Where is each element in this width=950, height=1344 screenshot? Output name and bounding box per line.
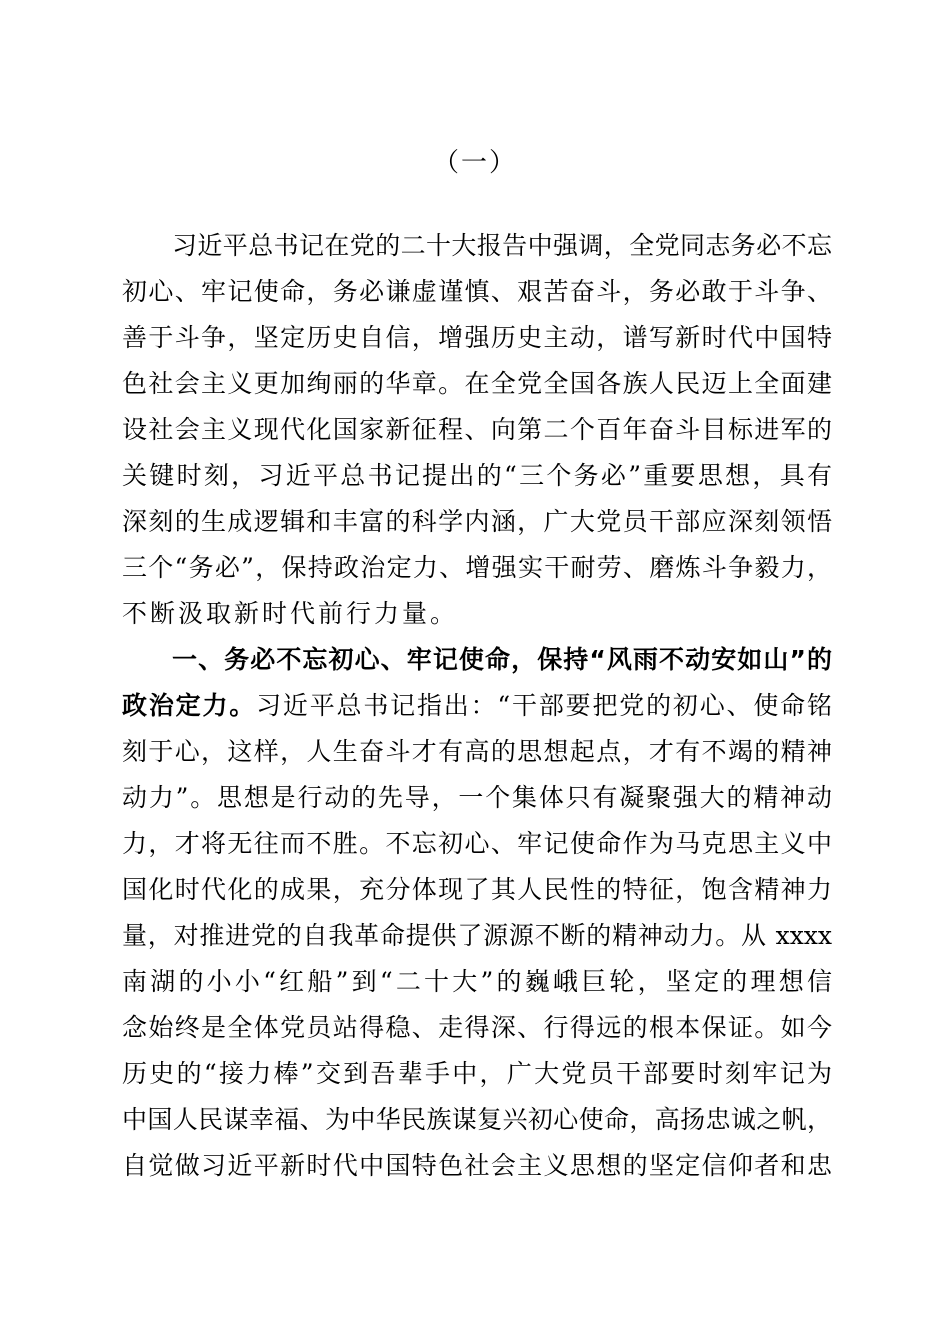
paragraph-line: 善于斗争，坚定历史自信，增强历史主动，谱写新时代中国特 <box>122 323 832 352</box>
paragraph-line: 不断汲取新时代前行力量。 <box>122 599 459 628</box>
paragraph-line <box>122 683 832 729</box>
paragraph-line: 南湖的小小“红船”到“二十大”的巍峨巨轮，坚定的理想信 <box>122 967 832 996</box>
paragraph-line: 历史的“接力棒”交到吾辈手中，广大党员干部要时刻牢记为 <box>122 1059 832 1088</box>
bold-subheading-text: 政治定力。 <box>122 691 257 720</box>
paragraph-line: 力，才将无往而不胜。不忘初心、牢记使命作为马克思主义中 <box>122 829 832 858</box>
paragraph-line: 三个“务必”，保持政治定力、增强实干耐劳、磨炼斗争毅力， <box>122 553 832 582</box>
paragraph-line: 刻于心，这样，人生奋斗才有高的思想起点，才有不竭的精神 <box>122 737 832 766</box>
paragraph-line: 深刻的生成逻辑和丰富的科学内涵，广大党员干部应深刻领悟 <box>122 507 832 536</box>
paragraph-text: 习近平总书记指出：“干部要把党的初心、使命铭 <box>256 691 832 720</box>
paragraph-line: 念始终是全体党员站得稳、走得深、行得远的根本保证。如今 <box>122 1013 832 1042</box>
paragraph-line: 国化时代化的成果，充分体现了其人民性的特征，饱含精神力 <box>122 875 832 904</box>
paragraph-line: 自觉做习近平新时代中国特色社会主义思想的坚定信仰者和忠 <box>122 1151 832 1180</box>
paragraph-line: 量，对推进党的自我革命提供了源源不断的精神动力。从 xxxx <box>122 921 832 950</box>
paragraph-line: 动力”。思想是行动的先导，一个集体只有凝聚强大的精神动 <box>122 783 832 812</box>
paragraph-line: 色社会主义更加绚丽的华章。在全党全国各族人民迈上全面建 <box>122 369 832 398</box>
section-heading: （一） <box>432 148 517 178</box>
paragraph-line: 习近平总书记在党的二十大报告中强调，全党同志务必不忘 <box>172 231 832 260</box>
paragraph-line: 设社会主义现代化国家新征程、向第二个百年奋斗目标进军的 <box>122 415 832 444</box>
paragraph-line: 中国人民谋幸福、为中华民族谋复兴初心使命，高扬忠诚之帆， <box>122 1105 832 1134</box>
paragraph-line: 关键时刻，习近平总书记提出的“三个务必”重要思想，具有 <box>122 461 832 490</box>
paragraph-line: 初心、牢记使命，务必谦虚谨慎、艰苦奋斗，务必敢于斗争、 <box>122 277 832 306</box>
bold-subheading-line: 一、务必不忘初心、牢记使命，保持“风雨不动安如山”的 <box>172 645 832 674</box>
